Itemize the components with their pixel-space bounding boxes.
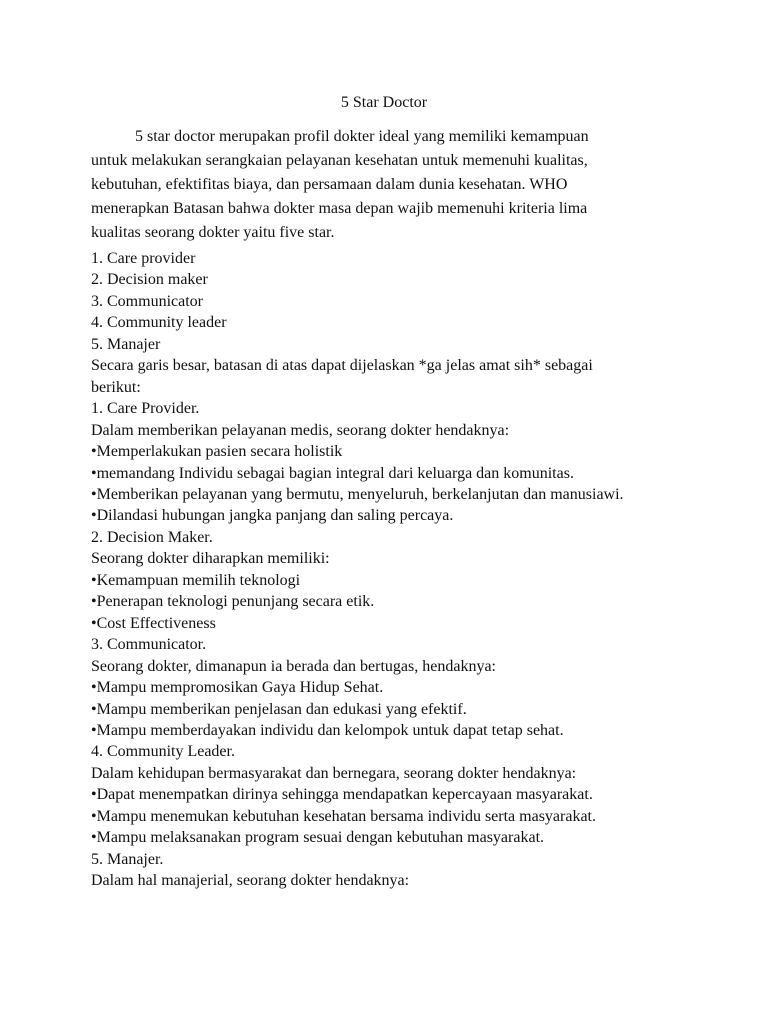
section-heading-manajer: 5. Manajer.	[91, 850, 164, 868]
body-line: Secara garis besar, batasan di atas dapat dijelaskan *ga jelas amat sih* sebagai	[91, 357, 593, 375]
body-line: Seorang dokter, dimanapun ia berada dan bertugas, hendaknya:	[91, 657, 496, 675]
intro-line: kebutuhan, efektifitas biaya, dan persamaan dalam dunia kesehatan. WHO	[91, 176, 568, 193]
list-item-decision-maker: 2. Decision maker	[91, 271, 208, 289]
intro-paragraph	[91, 125, 681, 245]
document-title: 5 Star Doctor	[340, 94, 428, 111]
body-text	[91, 248, 711, 892]
section-heading-communicator: 3. Communicator.	[91, 636, 207, 654]
section-heading-care-provider: 1. Care Provider.	[91, 400, 200, 418]
section-heading-community-leader: 4. Community Leader.	[91, 743, 235, 761]
bullet-item: •Mampu menemukan kebutuhan kesehatan bersama individu serta masyarakat.	[91, 807, 596, 825]
list-item-community-leader: 4. Community leader	[91, 314, 227, 332]
intro-line: 5 star doctor merupakan profil dokter ideal yang memiliki kemampuan	[135, 128, 589, 145]
bullet-item: •Dilandasi hubungan jangka panjang dan saling percaya.	[91, 507, 454, 525]
body-line: Dalam hal manajerial, seorang dokter hendaknya:	[91, 872, 410, 890]
bullet-item: •Memperlakukan pasien secara holistik	[91, 443, 343, 461]
bullet-item: •Dapat menempatkan dirinya sehingga mendapatkan kepercayaan masyarakat.	[91, 786, 593, 804]
body-line: Dalam kehidupan bermasyarakat dan bernegara, seorang dokter hendaknya:	[91, 764, 577, 782]
list-item-manajer: 5. Manajer	[91, 335, 161, 353]
bullet-item: •Penerapan teknologi penunjang secara etik.	[91, 593, 375, 611]
section-heading-decision-maker: 2. Decision Maker.	[91, 528, 213, 546]
list-item-communicator: 3. Communicator	[91, 292, 203, 310]
intro-line: kualitas seorang dokter yaitu five star.	[91, 224, 335, 241]
bullet-item: •Cost Effectiveness	[91, 614, 216, 632]
list-item-care-provider: 1. Care provider	[91, 250, 196, 267]
body-line: Seorang dokter diharapkan memiliki:	[91, 550, 330, 568]
bullet-item: •Kemampuan memilih teknologi	[91, 571, 301, 589]
intro-line: untuk melakukan serangkaian pelayanan kesehatan untuk memenuhi kualitas,	[91, 152, 588, 169]
bullet-item: •Mampu memberdayakan individu dan kelompok untuk dapat tetap sehat.	[91, 721, 564, 739]
bullet-item: •memandang Individu sebagai bagian integral dari keluarga dan komunitas.	[91, 464, 574, 482]
body-line: Dalam memberikan pelayanan medis, seorang dokter hendaknya:	[91, 421, 510, 439]
bullet-item: •Memberikan pelayanan yang bermutu, menyeluruh, berkelanjutan dan manusiawi.	[91, 485, 624, 503]
bullet-item: •Mampu melaksanakan program sesuai dengan kebutuhan masyarakat.	[91, 829, 545, 847]
intro-line: menerapkan Batasan bahwa dokter masa depan wajib memenuhi kriteria lima	[91, 200, 588, 217]
bullet-item: •Mampu memberikan penjelasan dan edukasi yang efektif.	[91, 700, 467, 718]
body-line: berikut:	[91, 378, 141, 396]
bullet-item: •Mampu mempromosikan Gaya Hidup Sehat.	[91, 679, 384, 697]
